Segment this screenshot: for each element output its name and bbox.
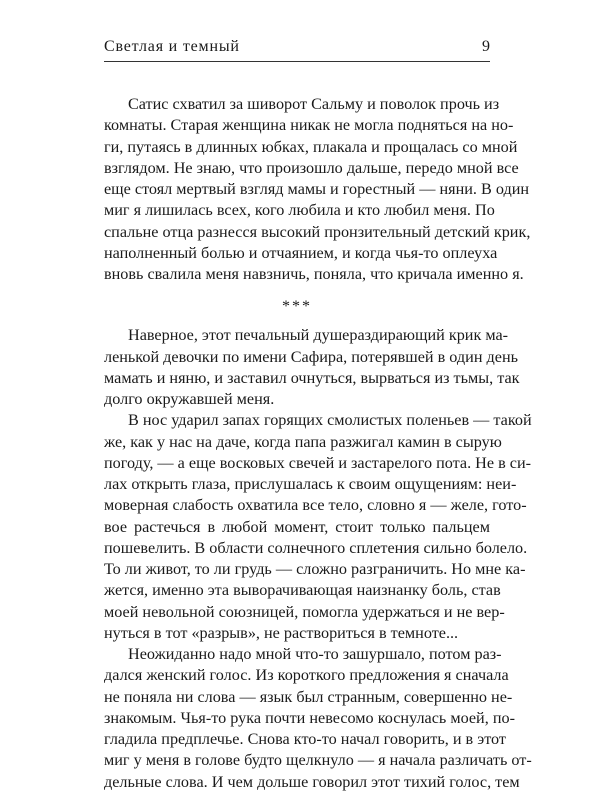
text-line: вое растечься в любой момент, стоит только пальцем: [104, 517, 490, 536]
text-line: долго окружавшей меня.: [104, 390, 275, 408]
page-number: 9: [482, 38, 490, 55]
text-line: ленькой девочки по имени Сафира, потерявшей в один день: [104, 347, 519, 366]
text-line: пошевелить. В области солнечного сплетения сильно болело.: [104, 538, 528, 557]
section-separator: ***: [282, 298, 312, 316]
text-line: То ли живот, то ли грудь — сложно разграничить. Но мне ка-: [104, 560, 526, 578]
text-line: лах открыть глаза, прислушалась к своим ощущениям: неи-: [104, 475, 517, 493]
text-line: комнаты. Старая женщина никак не могла подняться на но-: [104, 116, 514, 135]
text-line: взглядом. Не знаю, что произошло дальше, передо мной все: [104, 158, 519, 177]
paragraph: [104, 94, 531, 285]
body-text: [104, 94, 532, 793]
text-line: нуться в тот «разрыв», не раствориться в темноте...: [104, 623, 459, 642]
text-line: дельные слова. И чем дольше говорил этот тихий голос, тем: [104, 772, 520, 791]
text-line: моей невольной союзницей, помогла удержаться и не вер-: [104, 602, 505, 621]
text-line: миг у меня в голове будто щелкнуло — я начала различать от-: [104, 751, 532, 770]
text-line: Сатис схватил за шиворот Сальму и поволок прочь из: [128, 95, 500, 113]
text-line: не поняла ни слова — язык был странным, совершенно не-: [104, 687, 513, 706]
text-line: жется, именно эта выворачивающая наизнанку боль, став: [104, 581, 501, 600]
running-title: Светлая и темный: [104, 38, 240, 55]
paragraph: [104, 410, 532, 644]
paragraph: [104, 325, 520, 410]
text-line: миг я лишилась всех, кого любила и кто любил меня. По: [104, 201, 495, 220]
text-line: знакомым. Чья-то рука почти невесомо коснулась моей, по-: [104, 708, 515, 727]
running-header: [104, 37, 490, 62]
text-line: Наверное, этот печальный душераздирающий крик ма-: [128, 326, 509, 345]
text-line: гладила предплечье. Снова кто-то начал говорить, и в этот: [104, 730, 507, 748]
text-line: наполненный болью и отчаянием, и когда чья-то оплеуха: [104, 243, 498, 262]
text-line: еще стоял мертвый взгляд мамы и горестный — няни. В один: [104, 180, 530, 198]
paragraph: [104, 644, 532, 793]
text-line: вновь свалила меня навзничь, поняла, что кричала именно я.: [104, 265, 524, 283]
text-line: мамать и няню, и заставил очнуться, вырваться из тьмы, так: [104, 368, 520, 387]
text-line: В нос ударил запах горящих смолистых поленьев — такой: [128, 411, 532, 430]
text-line: Неожиданно надо мной что-то зашуршало, потом раз-: [128, 645, 502, 663]
text-line: ги, путаясь в длинных юбках, плакала и прощалась со мной: [104, 137, 518, 156]
text-line: погоду, — а еще восковых свечей и застарелого пота. Не в си-: [104, 453, 532, 472]
text-line: моверная слабость охватила все тело, словно я — желе, гото-: [104, 496, 527, 515]
text-line: дался женский голос. Из короткого предложения я сначала: [104, 666, 509, 685]
text-line: спальне отца разнесся высокий пронзительный детский крик,: [104, 222, 531, 241]
text-line: же, как у нас на даче, когда папа разжигал камин в сырую: [104, 432, 502, 451]
